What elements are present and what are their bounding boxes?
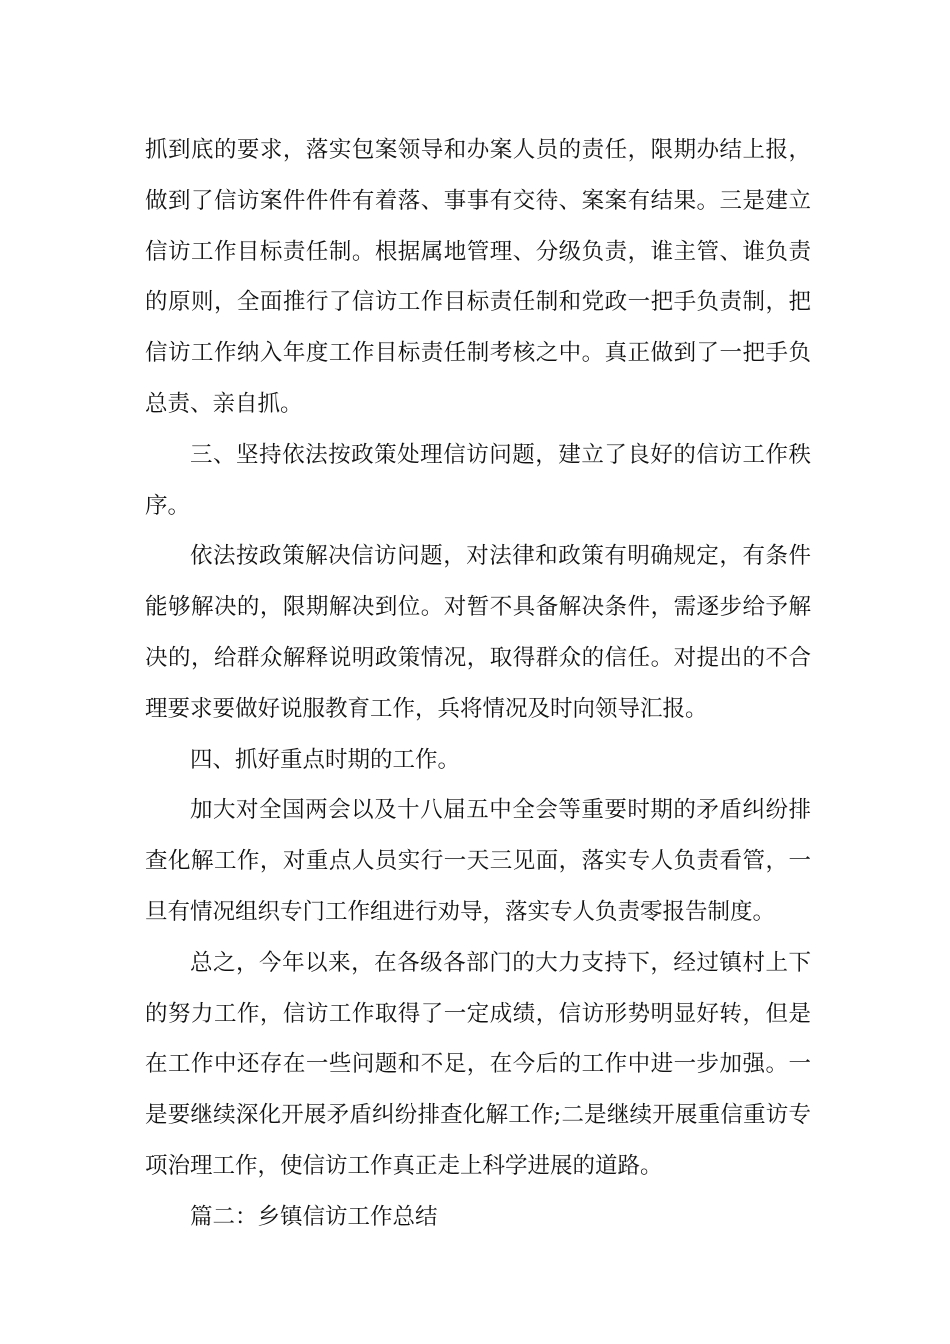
- section-heading-four: 四、抓好重点时期的工作。: [190, 746, 461, 773]
- paragraph-continuation: 抓到底的要求，落实包案领导和办案人员的责任，限期办结上报，做到了信访案件件件有着落、事事有交待、案案有结果。三是建立信访工作目标责任制。根据属地管理、分级负责，谁主管、谁负责的原则，全面推行了信访工作目标责任制和党政一把手负责制，把信访工作纳入年度工作目标责任制考核之中。真正做到了一把手负总责、亲自抓。: [145, 137, 811, 417]
- paragraph-summary: 总之，今年以来，在各级各部门的大力支持下，经过镇村上下的努力工作，信访工作取得了一定成绩，信访形势明显好转，但是在工作中还存在一些问题和不足，在今后的工作中进一步加强。一是要继续深化开展矛盾纠纷排查化解工作;二是继续开展重信重访专项治理工作，使信访工作真正走上科学进展的道路。: [145, 949, 811, 1179]
- article-heading: 篇二：乡镇信访工作总结: [190, 1203, 438, 1230]
- paragraph: 加大对全国两会以及十八届五中全会等重要时期的矛盾纠纷排查化解工作，对重点人员实行一天三见面，落实专人负责看管，一旦有情况组织专门工作组进行劝导，落实专人负责零报告制度。: [145, 797, 811, 925]
- document-body: [145, 125, 811, 1243]
- section-heading-three: 三、坚持依法按政策处理信访问题，建立了良好的信访工作秩序。: [145, 441, 811, 519]
- paragraph: 依法按政策解决信访问题，对法律和政策有明确规定，有条件能够解决的，限期解决到位。对暂不具备解决条件，需逐步给予解决的，给群众解释说明政策情况，取得群众的信任。对提出的不合理要求要做好说服教育工作，兵将情况及时向领导汇报。: [145, 543, 811, 722]
